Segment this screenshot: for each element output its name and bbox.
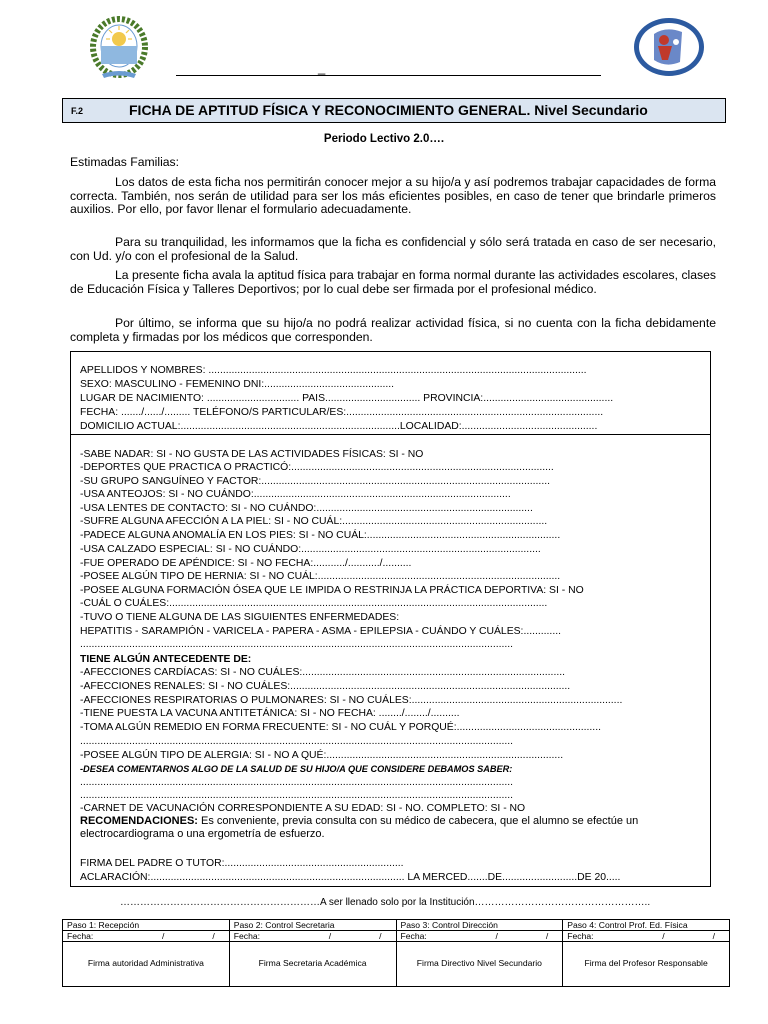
step-2-signature[interactable]: Firma Secretaria Académica <box>229 942 396 987</box>
header-dash: _ <box>318 60 326 75</box>
field-remedio-frecuente[interactable]: -TOMA ALGÚN REMEDIO EN FORMA FRECUENTE: SI - NO CUÁL Y PORQUÉ:.................................................. <box>80 722 601 733</box>
step-2-title: Paso 2: Control Secretaria <box>229 920 396 931</box>
step-4-date[interactable]: Fecha: / / <box>563 931 730 942</box>
intro-paragraph-1: Los datos de esta ficha nos permitirán conocer mejor a su hijo/a y así podremos trabajar capacidades de forma correcta. También, nos serán de utilidad para ser los más eficientes posibles, en caso de tener que brindarle primeros auxilios. Por ello, por favor llenar el formulario adecuadamente. <box>70 175 716 216</box>
control-steps-table <box>62 919 730 987</box>
step-3-title: Paso 3: Control Dirección <box>396 920 563 931</box>
field-sabe-nadar[interactable]: -SABE NADAR: SI - NO GUSTA DE LAS ACTIVIDADES FÍSICAS: SI - NO <box>80 449 424 460</box>
field-afeccion-piel[interactable]: -SUFRE ALGUNA AFECCIÓN A LA PIEL: SI - NO CUÁL:....................................................................... <box>80 516 548 527</box>
field-enfermedades-list[interactable]: HEPATITIS - SARAMPIÓN - VARICELA - PAPERA - ASMA - EPILEPSIA - CUÁNDO Y CUÁLES:............. <box>80 626 561 637</box>
field-grupo-sanguineo[interactable]: -SU GRUPO SANGUÍNEO Y FACTOR:.................................................................................................... <box>80 476 550 487</box>
field-aclaracion[interactable]: ACLARACIÓN:........................................................................................ LA MERCED.......DE..........................DE 20..... <box>80 872 621 883</box>
institution-note: ……………………………………………………A ser llenado solo por la Institución…………………………………………….. <box>120 897 651 908</box>
step-3-date[interactable]: Fecha: / / <box>396 931 563 942</box>
field-afecciones-renales[interactable]: -AFECCIONES RENALES: SI - NO CUÁLES:................................................................................................. <box>80 681 571 692</box>
form-title-box <box>62 98 726 123</box>
field-apellidos-nombres[interactable]: APELLIDOS Y NOMBRES: ................................................................................................................................... <box>80 365 587 376</box>
step-1-date[interactable]: Fecha: / / <box>63 931 230 942</box>
field-lugar-nacimiento[interactable]: LUGAR DE NACIMIENTO: ................................ PAIS................................. PROVINCIA:............................................. <box>80 393 614 404</box>
periodo-lectivo: Periodo Lectivo 2.0…. <box>323 133 445 145</box>
field-lentes-contacto[interactable]: -USA LENTES DE CONTACTO: SI - NO CUÁNDO:........................................................................... <box>80 503 533 514</box>
field-carnet-vacunacion[interactable]: -CARNET DE VACUNACIÓN CORRESPONDIENTE A SU EDAD: SI - NO. COMPLETO: SI - NO <box>80 803 526 814</box>
form-code: F.2 <box>71 106 84 116</box>
province-seal-logo <box>84 14 154 84</box>
field-hernia[interactable]: -POSEE ALGÚN TIPO DE HERNIA: SI - NO CUÁL:.................................................................................... <box>80 571 561 582</box>
field-enfermedades-title: -TUVO O TIENE ALGUNA DE LAS SIGUIENTES ENFERMEDADES: <box>80 612 400 623</box>
header-signature-line <box>176 75 601 76</box>
intro-paragraph-2: Para su tranquilidad, les informamos que la ficha es confidencial y sólo será tratada en caso de ser necesario, con Ud. y/o con el profesional de la Salud. <box>70 235 716 263</box>
form-section-divider <box>70 434 711 435</box>
field-fecha-telefono[interactable]: FECHA: ......./....../......... TELÉFONO/S PARTICULAR/ES:......................................................................................... <box>80 407 604 418</box>
field-comentario-line-1[interactable]: ...................................................................................................................................................... <box>80 777 514 788</box>
field-sexo-dni[interactable]: SEXO: MASCULINO - FEMENINO DNI:............................................. <box>80 379 395 390</box>
field-anteojos[interactable]: -USA ANTEOJOS: SI - NO CUÁNDO:......................................................................................... <box>80 489 511 500</box>
field-calzado-especial[interactable]: -USA CALZADO ESPECIAL: SI - NO CUÁNDO:................................................................................... <box>80 544 541 555</box>
school-logo <box>632 16 706 78</box>
field-alergia[interactable]: -POSEE ALGÚN TIPO DE ALERGIA: SI - NO A QUÉ:.................................................................................. <box>80 750 564 761</box>
step-1-signature[interactable]: Firma autoridad Administrativa <box>63 942 230 987</box>
intro-paragraph-3: La presente ficha avala la aptitud física para trabajar en forma normal durante las actividades escolares, clases de Educación Física y Talleres Deportivos; por lo cual debe ser firmada por el profesional médico. <box>70 268 716 296</box>
intro-paragraph-4: Por último, se informa que su hijo/a no podrá realizar actividad física, si no cuenta con la ficha debidamente completa y firmadas por los médicos que corresponden. <box>70 316 716 344</box>
field-vacuna-antitetanica[interactable]: -TIENE PUESTA LA VACUNA ANTITETÁNICA: SI - NO FECHA: ......../......../.......... <box>80 708 460 719</box>
field-comentario-line-2[interactable]: ...................................................................................................................................................... <box>80 790 514 801</box>
field-apendice[interactable]: -FUE OPERADO DE APÉNDICE: SI - NO FECHA:.........../.........../.......... <box>80 558 412 569</box>
step-2-date[interactable]: Fecha: / / <box>229 931 396 942</box>
greeting: Estimadas Familias: <box>70 155 180 169</box>
field-enfermedades-line[interactable]: ...................................................................................................................................................... <box>80 639 514 650</box>
field-formacion-osea[interactable]: -POSEE ALGUNA FORMACIÓN ÓSEA QUE LE IMPIDA O RESTRINJA LA PRÁCTICA DEPORTIVA: SI - NO <box>80 585 584 596</box>
recomendaciones: RECOMENDACIONES: Es conveniente, previa consulta con su médico de cabecera, que el alumno se efectúe un electrocardiograma o una ergometría de esfuerzo. <box>80 815 639 840</box>
form-title: FICHA DE APTITUD FÍSICA Y RECONOCIMIENTO GENERAL. Nivel Secundario <box>129 102 648 118</box>
step-3-signature[interactable]: Firma Directivo Nivel Secundario <box>396 942 563 987</box>
step-4-title: Paso 4: Control Prof. Ed. Física <box>563 920 730 931</box>
field-afecciones-cardiacas[interactable]: -AFECCIONES CARDÍACAS: SI - NO CUÁLES:........................................................................................... <box>80 667 565 678</box>
field-afecciones-respiratorias[interactable]: -AFECCIONES RESPIRATORIAS O PULMONARES: SI - NO CUÁLES:......................................................................... <box>80 695 623 706</box>
step-1-title: Paso 1: Recepción <box>63 920 230 931</box>
field-anomalia-pies[interactable]: -PADECE ALGUNA ANOMALÍA EN LOS PIES: SI - NO CUÁL:................................................................... <box>80 530 561 541</box>
field-remedio-line[interactable]: ...................................................................................................................................................... <box>80 736 514 747</box>
field-domicilio-localidad[interactable]: DOMICILIO ACTUAL:............................................................................LOCALIDAD:............................................... <box>80 421 598 432</box>
field-firma-padre[interactable]: FIRMA DEL PADRE O TUTOR:.............................................................. <box>80 858 404 869</box>
field-deportes[interactable]: -DEPORTES QUE PRACTICA O PRACTICÓ:........................................................................................... <box>80 462 554 473</box>
comentario-prompt: -DESEA COMENTARNOS ALGO DE LA SALUD DE SU HIJO/A QUE CONSIDERE DEBAMOS SABER: <box>80 764 513 774</box>
field-cual-o-cuales[interactable]: -CUÁL O CUÁLES:................................................................................................................................... <box>80 598 548 609</box>
antecedente-heading: TIENE ALGÚN ANTECEDENTE DE: <box>80 654 252 665</box>
step-4-signature[interactable]: Firma del Profesor Responsable <box>563 942 730 987</box>
